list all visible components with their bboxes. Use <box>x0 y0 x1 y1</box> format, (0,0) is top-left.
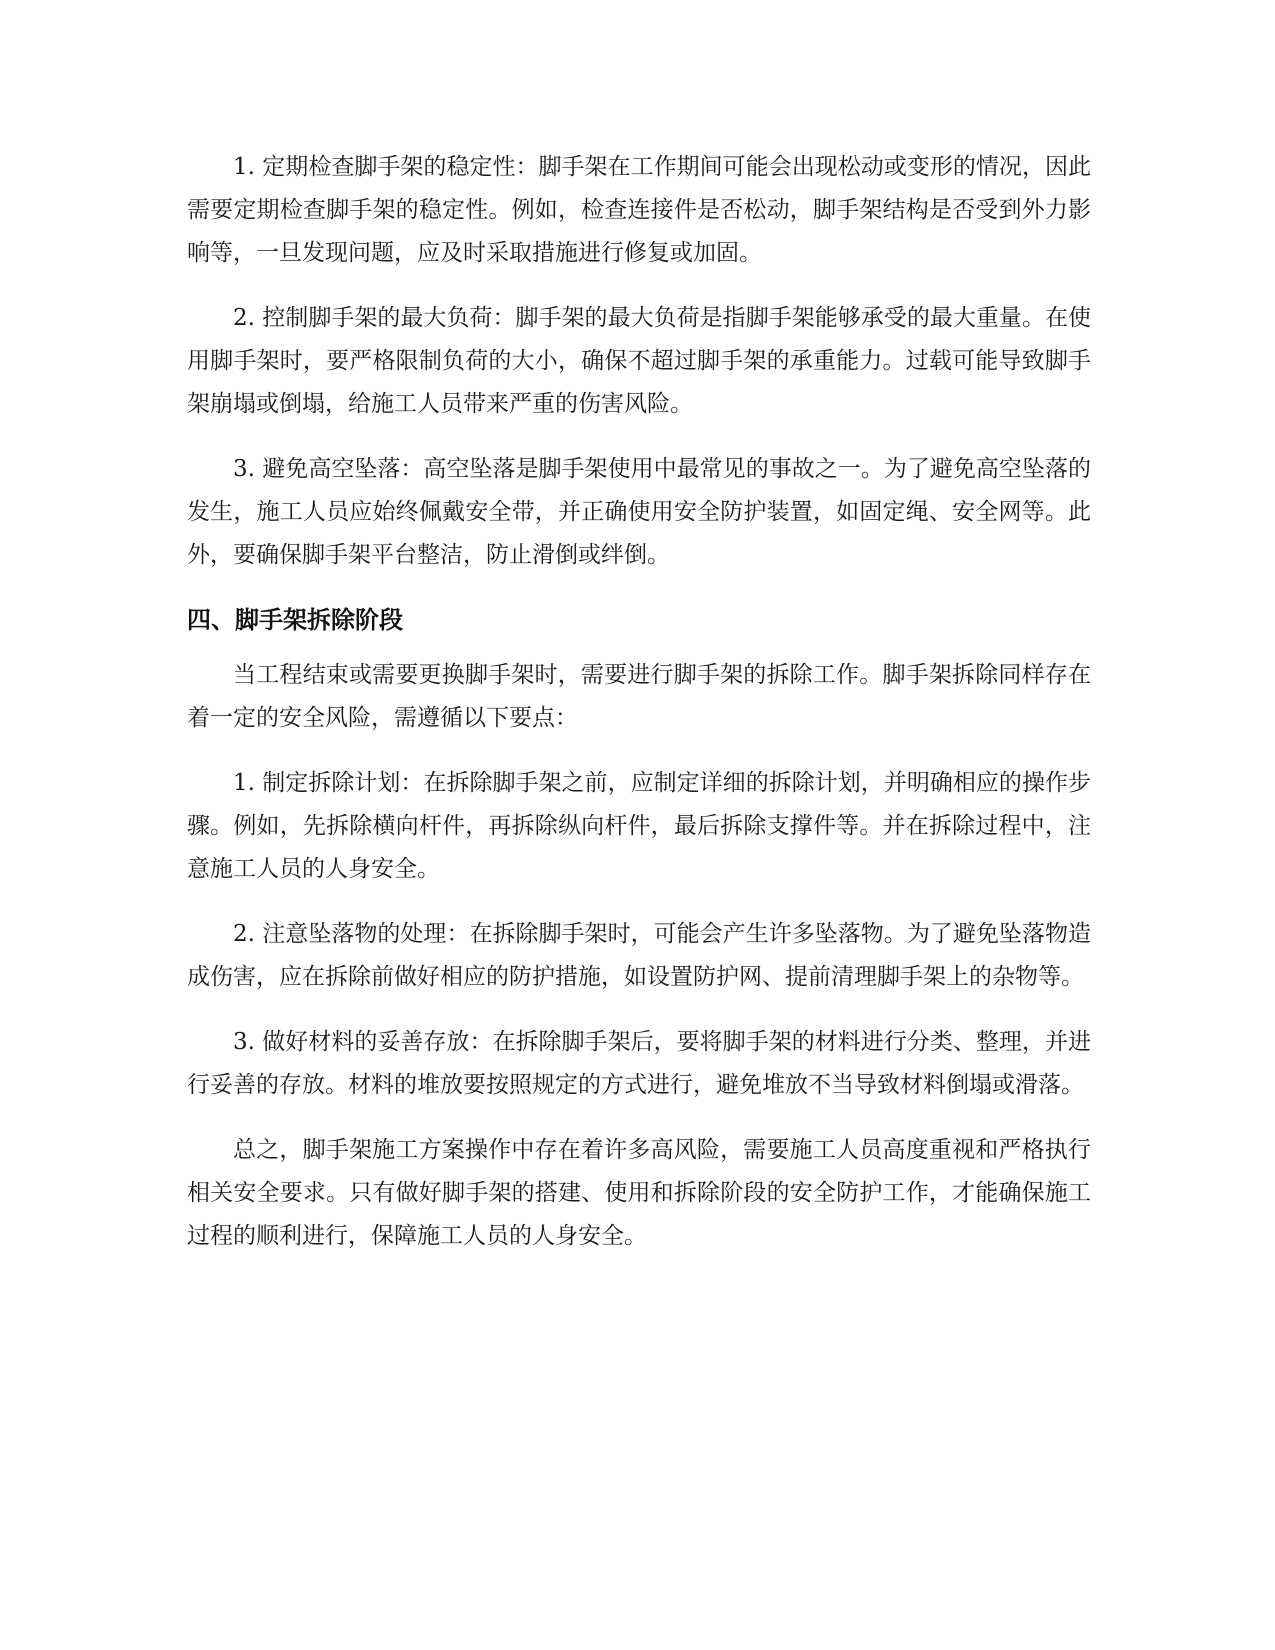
paragraph-dismantling-intro: 当工程结束或需要更换脚手架时，需要进行脚手架的拆除工作。脚手架拆除同样存在着一定的安全风险，需遵循以下要点： <box>187 662 1091 731</box>
paragraph-inspect-stability: 1. 定期检查脚手架的稳定性：脚手架在工作期间可能会出现松动或变形的情况，因此需要定期检查脚手架的稳定性。例如，检查连接件是否松动，脚手架结构是否受到外力影响等，一旦发现问题，应及时采取措施进行修复或加固。 <box>187 154 1091 266</box>
paragraph-dismantling-plan: 1. 制定拆除计划：在拆除脚手架之前，应制定详细的拆除计划，并明确相应的操作步骤。例如，先拆除横向杆件，再拆除纵向杆件，最后拆除支撑件等。并在拆除过程中，注意施工人员的人身安全。 <box>187 770 1091 882</box>
paragraph-conclusion: 总之，脚手架施工方案操作中存在着许多高风险，需要施工人员高度重视和严格执行相关安全要求。只有做好脚手架的搭建、使用和拆除阶段的安全防护工作，才能确保施工过程的顺利进行，保障施工人员的人身安全。 <box>187 1137 1091 1249</box>
document-body <box>187 146 1091 1280</box>
paragraph-falling-objects: 2. 注意坠落物的处理：在拆除脚手架时，可能会产生许多坠落物。为了避免坠落物造成伤害，应在拆除前做好相应的防护措施，如设置防护网、提前清理脚手架上的杂物等。 <box>187 921 1091 990</box>
paragraph-max-load: 2. 控制脚手架的最大负荷：脚手架的最大负荷是指脚手架能够承受的最大重量。在使用脚手架时，要严格限制负荷的大小，确保不超过脚手架的承重能力。过载可能导致脚手架崩塌或倒塌，给施工人员带来严重的伤害风险。 <box>187 305 1091 417</box>
section-heading-dismantling: 四、脚手架拆除阶段 <box>187 606 403 634</box>
paragraph-avoid-falls: 3. 避免高空坠落：高空坠落是脚手架使用中最常见的事故之一。为了避免高空坠落的发生，施工人员应始终佩戴安全带，并正确使用安全防护装置，如固定绳、安全网等。此外，要确保脚手架平台整洁，防止滑倒或绊倒。 <box>187 456 1091 568</box>
paragraph-material-storage: 3. 做好材料的妥善存放：在拆除脚手架后，要将脚手架的材料进行分类、整理，并进行妥善的存放。材料的堆放要按照规定的方式进行，避免堆放不当导致材料倒塌或滑落。 <box>187 1029 1091 1098</box>
